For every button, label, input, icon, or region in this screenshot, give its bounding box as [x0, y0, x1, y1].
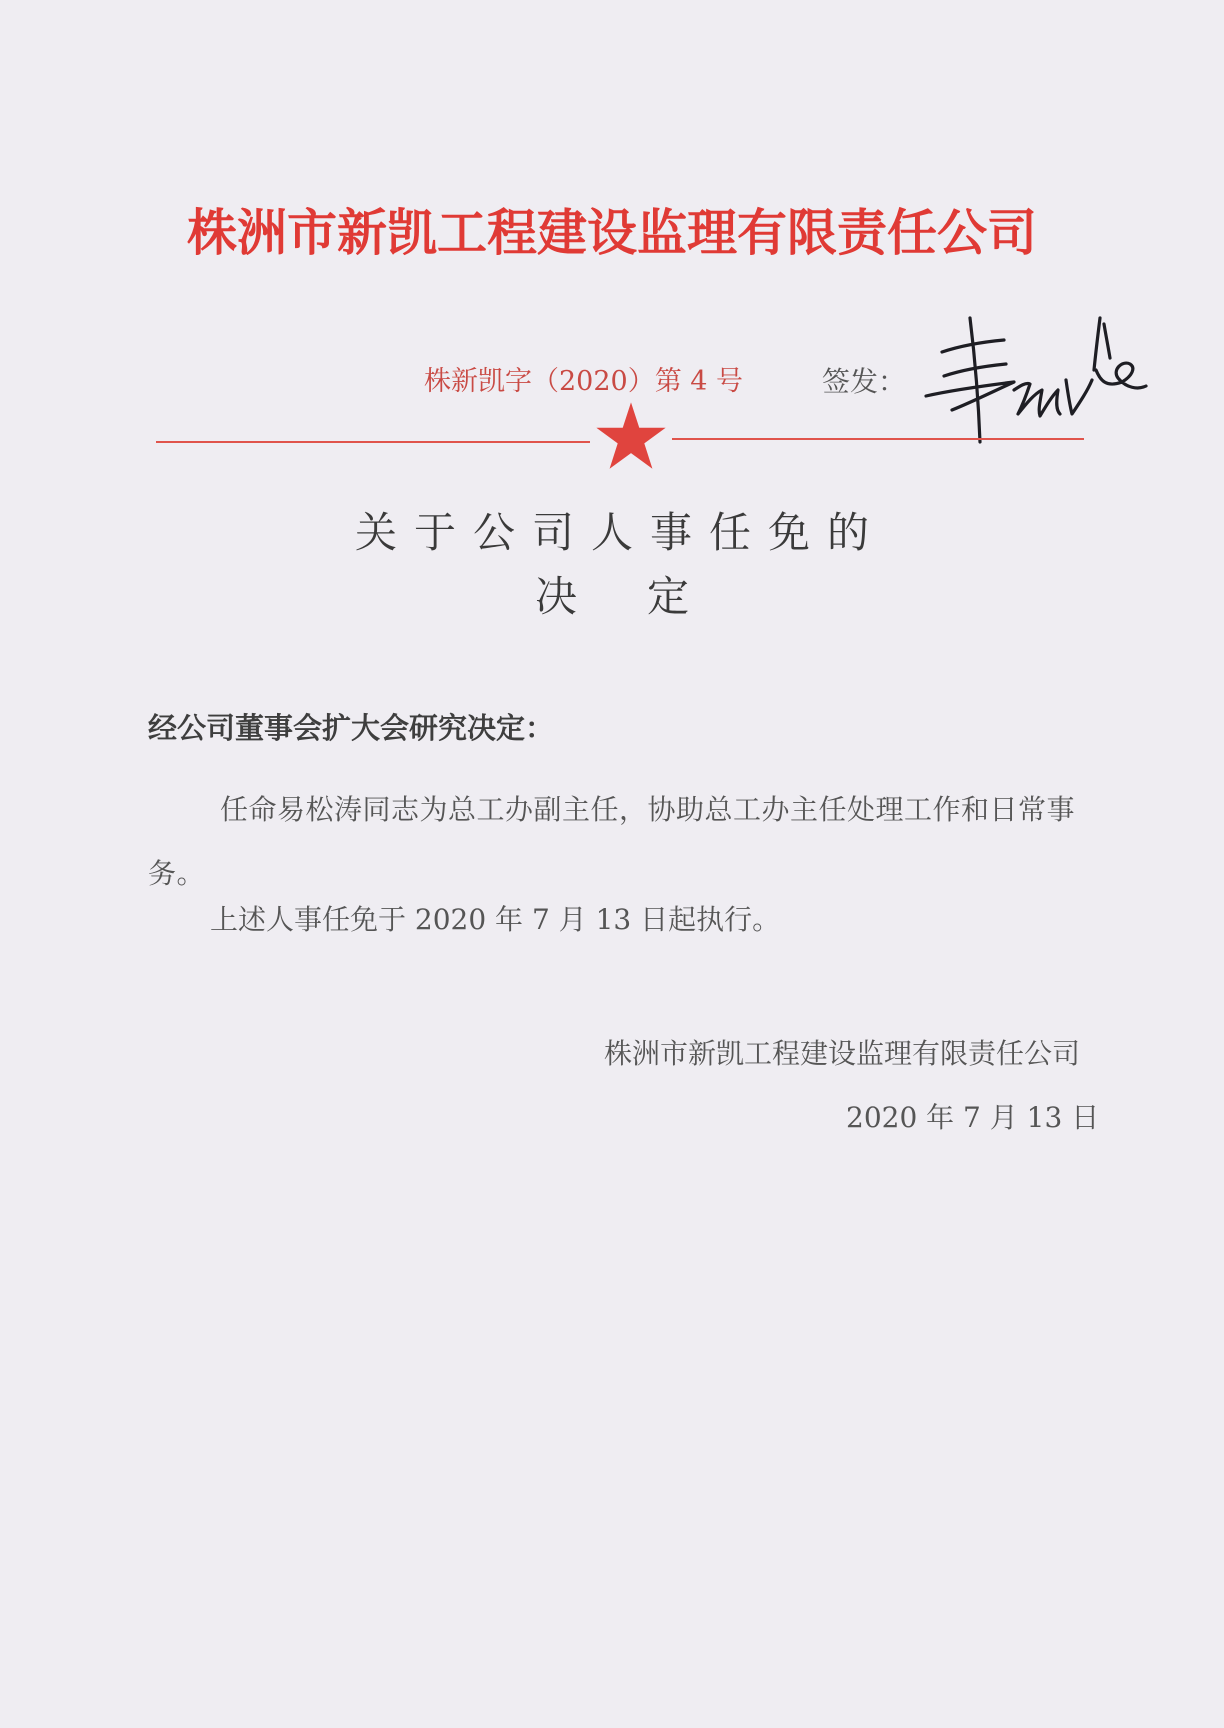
appointment-paragraph: 任命易松涛同志为总工办副主任，协助总工办主任处理工作和日常事务。 — [148, 793, 1076, 890]
organization-header: 株洲市新凯工程建设监理有限责任公司 — [187, 204, 1037, 262]
intro-line: 经公司董事会扩大会研究决定： — [148, 711, 555, 745]
document-title-line2: 决定 — [534, 572, 759, 621]
document-number: 株新凯字（2020）第 4 号 — [424, 366, 744, 397]
header-rule-right — [672, 438, 1084, 440]
document-title-line1: 关于公司人事任免的 — [354, 508, 886, 557]
issuer-label: 签发： — [822, 365, 907, 398]
signing-date: 2020 年 7 月 13 日 — [846, 1101, 1100, 1134]
signing-company: 株洲市新凯工程建设监理有限责任公司 — [604, 1037, 1081, 1070]
header-rule-left — [156, 441, 590, 443]
red-star-icon — [596, 402, 666, 470]
effective-date-paragraph: 上述人事任免于 2020 年 7 月 13 日起执行。 — [210, 903, 781, 936]
